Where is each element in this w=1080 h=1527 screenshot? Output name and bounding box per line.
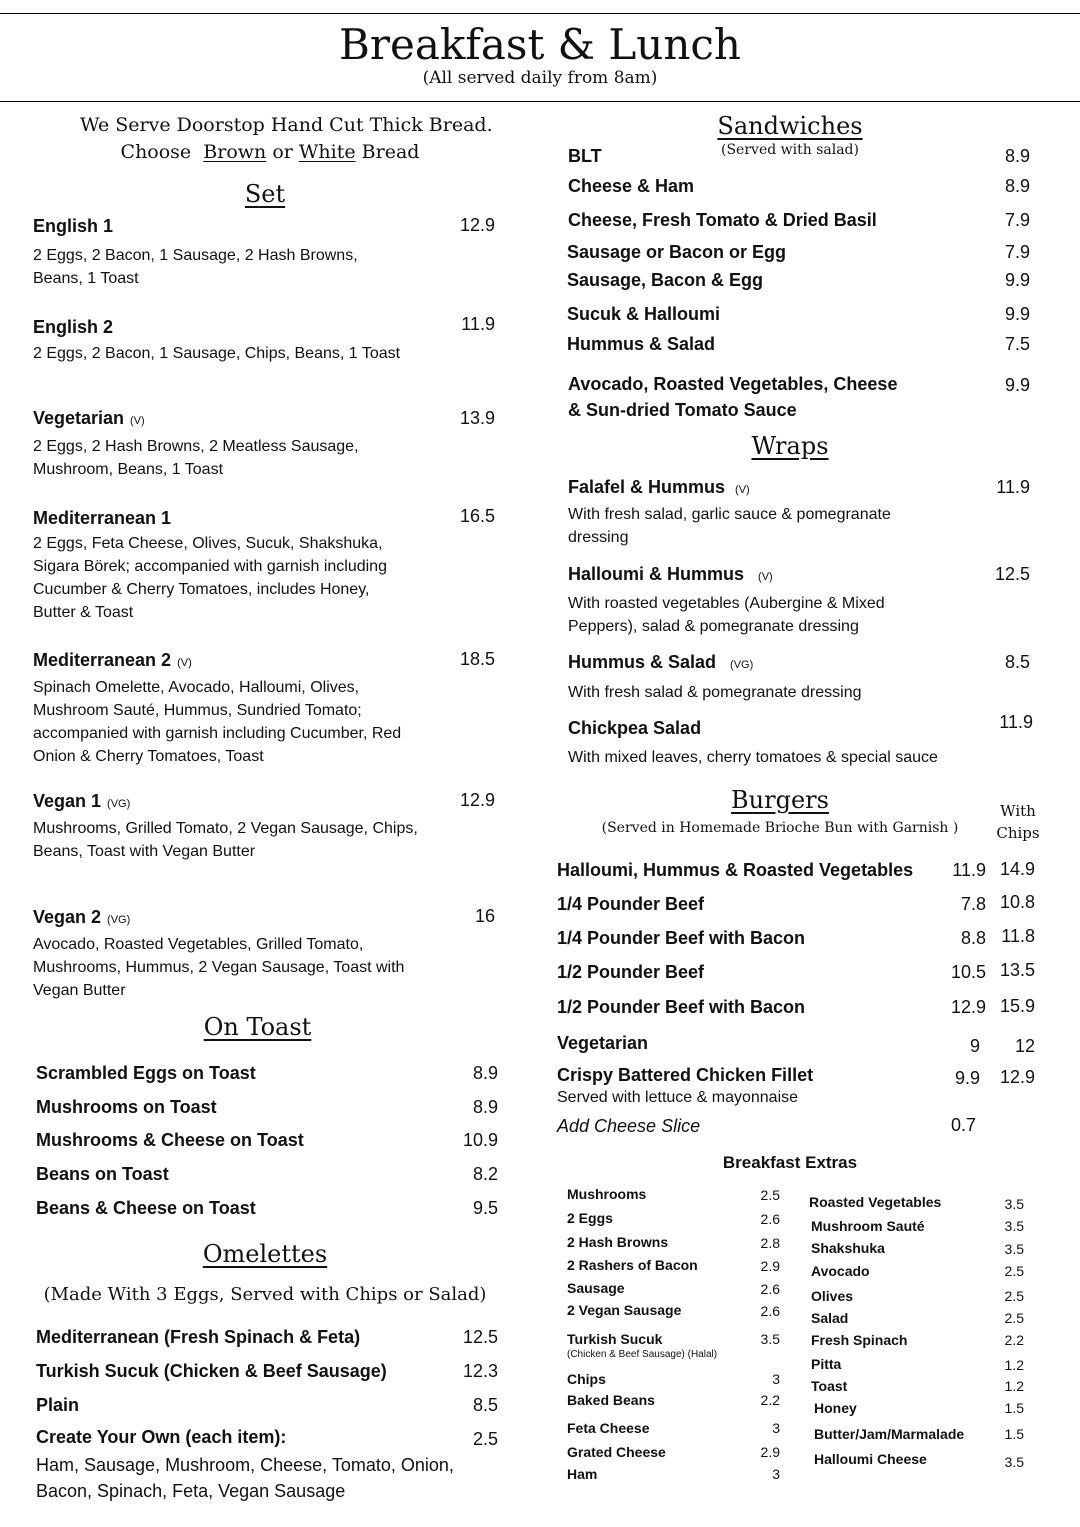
burger-item-chips-price: 12 [1014,1036,1035,1056]
set-item-desc: 2 Eggs, 2 Bacon, 1 Sausage, 2 Hash Browns, Beans, 1 Toast [33,247,358,287]
extra-item-name: Baked Beans [567,1392,655,1408]
extra-item-price: 3.5 [1004,1218,1024,1234]
wrap-item-name-text: Falafel & Hummus [568,477,726,497]
sandwich-item-price: 8.9 [1004,146,1030,166]
set-item-name [33,650,192,671]
set-item-name: Mediterranean 1 [33,508,172,528]
burger-item-chips-price: 11.8 [1001,926,1035,946]
bread-choose: Choose [120,141,192,163]
vegetarian-tag: (V) [758,571,773,583]
bread-word: Bread [361,141,420,163]
burger-item-price: 8.8 [960,928,986,948]
set-item-name-text: Vegan 2 [33,907,102,927]
burger-item-name: Vegetarian [557,1033,649,1053]
extra-item-name: Toast [811,1378,848,1394]
toast-item-price: 8.9 [472,1063,498,1083]
sandwich-item-name: Sausage, Bacon & Egg [567,270,764,290]
extra-item-name: 2 Eggs [567,1210,613,1226]
sandwich-item-price: 9.9 [1004,270,1030,290]
omelette-item-price: 2.5 [472,1429,498,1449]
burgers-heading: Burgers [731,786,829,814]
wrap-item-name [568,652,753,673]
vegan-tag: (VG) [107,914,131,926]
bread-note-line2 [80,141,460,163]
set-item-price: 13.9 [459,408,495,428]
bread-brown: Brown [203,141,267,163]
wrap-item-desc: With mixed leaves, cherry tomatoes & special sauce [568,749,938,766]
set-item-name [33,907,130,928]
burger-item-price: 9.9 [954,1068,980,1088]
set-item-price: 12.9 [459,790,495,810]
extra-item-price: 2.6 [760,1281,780,1297]
extra-item-price: 3 [772,1420,780,1436]
set-item-name: English 1 [33,216,114,236]
omelette-item-name: Create Your Own (each item): [36,1427,287,1447]
extra-item-name: Honey [814,1400,857,1416]
wrap-item-name-text: Halloumi & Hummus [568,564,745,584]
set-item-price: 18.5 [459,649,495,669]
vegan-tag: (VG) [730,659,754,671]
toast-item-name: Mushrooms on Toast [36,1097,217,1117]
extra-item-price: 2.2 [1004,1332,1024,1348]
sandwich-item-price: 7.9 [1004,210,1030,230]
sandwich-item-price: 8.9 [1004,176,1030,196]
burgers-note: (Served in Homemade Brioche Bun with Garnish ) [601,820,959,836]
extra-item-price: 2.6 [760,1303,780,1319]
sandwiches-note: (Served with salad) [721,142,859,158]
extra-item-price: 2.2 [760,1392,780,1408]
toast-item-price: 8.2 [472,1164,498,1184]
set-item-name-text: Vegan 1 [33,791,102,811]
set-item-price: 11.9 [461,314,495,334]
burger-item-desc: Served with lettuce & mayonnaise [557,1089,799,1106]
extra-item-name: Sausage [567,1280,625,1296]
header-rule [0,101,1080,102]
extra-item-name: Salad [811,1310,849,1326]
extra-item-name: Halloumi Cheese [814,1451,927,1467]
extra-item-price: 2.5 [1004,1288,1024,1304]
wrap-item-price: 11.9 [999,712,1033,732]
extra-item-name: Mushrooms [567,1186,647,1202]
set-item-name-text: Mediterranean 2 [33,650,172,670]
extra-item-price: 1.5 [1004,1400,1024,1416]
extra-item-name: Pitta [811,1356,842,1372]
extra-item-price: 3 [772,1466,780,1482]
omelette-item-price: 12.3 [462,1361,498,1381]
breakfast-extras-heading: Breakfast Extras [722,1153,858,1172]
toast-item-price: 10.9 [462,1130,498,1150]
toast-item-name: Beans & Cheese on Toast [36,1198,256,1218]
sandwich-item-price: 9.9 [1004,304,1030,324]
extra-item-price: 3.5 [760,1331,780,1347]
wrap-item-name-text: Hummus & Salad [568,652,717,672]
toast-item-name: Mushrooms & Cheese on Toast [36,1130,304,1150]
burger-item-name: 1/2 Pounder Beef with Bacon [557,997,806,1017]
omelette-item-name: Turkish Sucuk (Chicken & Beef Sausage) [36,1361,387,1381]
toast-item-name: Beans on Toast [36,1164,169,1184]
sandwich-item-price: 9.9 [1004,375,1030,395]
on-toast-heading: On Toast [203,1013,312,1041]
burger-item-chips-price: 13.5 [999,960,1035,980]
extra-item-name: Feta Cheese [567,1420,650,1436]
vegan-tag: (VG) [107,798,131,810]
extra-item-note: (Chicken & Beef Sausage) (Halal) [567,1349,718,1360]
extra-item-price: 2.5 [1004,1310,1024,1326]
extra-item-price: 3.5 [1004,1454,1024,1470]
sandwiches-heading: Sandwiches [717,112,863,140]
extra-item-name: Avocado [811,1263,870,1279]
extra-item-price: 1.5 [1004,1426,1024,1442]
sandwich-item-name: Cheese & Ham [568,176,695,196]
extra-item-price: 2.6 [760,1211,780,1227]
extra-item-price: 2.9 [760,1444,780,1460]
extra-item-price: 2.5 [760,1187,780,1203]
burger-item-chips-price: 12.9 [999,1067,1035,1087]
burger-item-name: Halloumi, Hummus & Roasted Vegetables [557,860,914,880]
extra-item-name: Fresh Spinach [811,1332,908,1348]
toast-item-price: 8.9 [472,1097,498,1117]
omelettes-note: (Made With 3 Eggs, Served with Chips or Salad) [43,1284,487,1305]
burger-item-name: 1/4 Pounder Beef [557,894,705,914]
set-item-desc: 2 Eggs, 2 Hash Browns, 2 Meatless Sausage, Mushroom, Beans, 1 Toast [33,438,359,478]
set-item-name-text: Vegetarian [33,408,125,428]
create-your-own-desc: Ham, Sausage, Mushroom, Cheese, Tomato, Onion, Bacon, Spinach, Feta, Vegan Sausage [36,1455,454,1501]
extra-item-name: Grated Cheese [567,1444,666,1460]
add-cheese-price: 0.7 [950,1115,976,1135]
omelette-item-name: Mediterranean (Fresh Spinach & Feta) [36,1327,361,1347]
extra-item-name: 2 Hash Browns [567,1234,669,1250]
sandwich-item-name: Sausage or Bacon or Egg [567,242,787,262]
extra-item-name: 2 Rashers of Bacon [567,1257,698,1273]
burger-item-price: 10.5 [950,962,986,982]
extra-item-price: 2.5 [1004,1263,1024,1279]
extra-item-price: 1.2 [1004,1357,1024,1373]
add-cheese-label: Add Cheese Slice [557,1116,701,1136]
burger-item-price: 11.9 [952,860,986,880]
extra-item-name: Ham [567,1466,598,1482]
set-item-name: English 2 [33,317,114,337]
wrap-item-desc: With fresh salad, garlic sauce & pomegranate dressing [568,506,891,546]
burger-item-chips-price: 10.8 [999,892,1035,912]
extra-item-price: 1.2 [1004,1378,1024,1394]
set-item-desc: Mushrooms, Grilled Tomato, 2 Vegan Sausage, Chips, Beans, Toast with Vegan Butter [33,820,418,860]
set-item-desc: 2 Eggs, 2 Bacon, 1 Sausage, Chips, Beans, 1 Toast [33,345,401,362]
extra-item-name: Chips [567,1371,606,1387]
burger-item-price: 7.8 [960,894,986,914]
extra-item-price: 3 [772,1371,780,1387]
wrap-item-name [568,564,773,585]
sandwich-item-name: BLT [568,146,602,166]
extra-item-name: Roasted Vegetables [809,1194,942,1210]
vegetarian-tag: (V) [735,484,750,496]
menu-title: Breakfast & Lunch [339,20,741,69]
wraps-heading: Wraps [751,432,829,460]
extra-item-name: Olives [811,1288,854,1304]
wrap-item-price: 12.5 [994,564,1030,584]
extra-item-price: 2.9 [760,1258,780,1274]
set-item-price: 16.5 [459,506,495,526]
extra-item-name: Mushroom Sauté [811,1218,925,1234]
set-item-price: 12.9 [459,215,495,235]
omelette-item-name: Plain [36,1395,80,1415]
sandwich-item-name: Cheese, Fresh Tomato & Dried Basil [568,210,877,230]
sandwich-item-name: Avocado, Roasted Vegetables, Cheese & Sun-dried Tomato Sauce [568,374,898,420]
burger-item-name: Crispy Battered Chicken Fillet [557,1065,814,1085]
set-item-desc: Avocado, Roasted Vegetables, Grilled Tomato, Mushrooms, Hummus, 2 Vegan Sausage, Toast with Vegan Butter [33,936,405,999]
omelette-item-price: 12.5 [462,1327,498,1347]
burger-item-chips-price: 14.9 [999,859,1035,879]
bread-white: White [298,141,356,163]
set-heading: Set [244,180,286,208]
set-item-desc: Spinach Omelette, Avocado, Halloumi, Olives, Mushroom Sauté, Hummus, Sundried Tomato; accompanied with garnish including Cucumber, Red Onion & Cherry Tomatoes, Toast [33,679,402,765]
sandwich-item-name: Sucuk & Halloumi [567,304,721,324]
bread-note-line1: We Serve Doorstop Hand Cut Thick Bread. [80,114,493,136]
menu-subtitle: (All served daily from 8am) [422,68,658,88]
set-item-price: 16 [474,906,495,926]
extra-item-name: Turkish Sucuk [567,1331,663,1347]
burger-item-name: 1/2 Pounder Beef [557,962,705,982]
extra-item-name: 2 Vegan Sausage [567,1302,682,1318]
vegetarian-tag: (V) [130,415,145,427]
burger-item-price: 12.9 [950,997,986,1017]
toast-item-price: 9.5 [472,1198,498,1218]
set-item-name [33,791,130,812]
set-item-desc: 2 Eggs, Feta Cheese, Olives, Sucuk, Shakshuka, Sigara Börek; accompanied with garnish including Cucumber & Cherry Tomatoes, includes Honey, Butter & Toast [33,535,387,621]
set-item-name [33,408,145,429]
wrap-item-name: Chickpea Salad [568,718,702,738]
burger-item-name: 1/4 Pounder Beef with Bacon [557,928,806,948]
sandwich-item-price: 7.9 [1004,242,1030,262]
burger-item-price: 9 [969,1036,980,1056]
omelettes-heading: Omelettes [202,1240,328,1268]
burger-item-chips-price: 15.9 [999,996,1035,1016]
wrap-item-name [568,477,750,498]
omelette-item-price: 8.5 [472,1395,498,1415]
extra-item-price: 3.5 [1004,1196,1024,1212]
extra-item-name: Shakshuka [811,1240,885,1256]
toast-item-name: Scrambled Eggs on Toast [36,1063,256,1083]
top-rule [0,13,1080,14]
wrap-item-desc: With roasted vegetables (Aubergine & Mixed Peppers), salad & pomegranate dressing [568,595,885,635]
vegetarian-tag: (V) [177,657,192,669]
sandwich-item-price: 7.5 [1004,334,1030,354]
wrap-item-price: 8.5 [1004,652,1030,672]
with-chips-label: With Chips [996,802,1040,842]
extra-item-name: Butter/Jam/Marmalade [814,1426,965,1442]
sandwich-item-name: Hummus & Salad [567,334,716,354]
bread-or: or [272,141,293,163]
extra-item-price: 3.5 [1004,1241,1024,1257]
wrap-item-desc: With fresh salad & pomegranate dressing [568,684,862,701]
extra-item-price: 2.8 [760,1235,780,1251]
wrap-item-price: 11.9 [996,477,1030,497]
